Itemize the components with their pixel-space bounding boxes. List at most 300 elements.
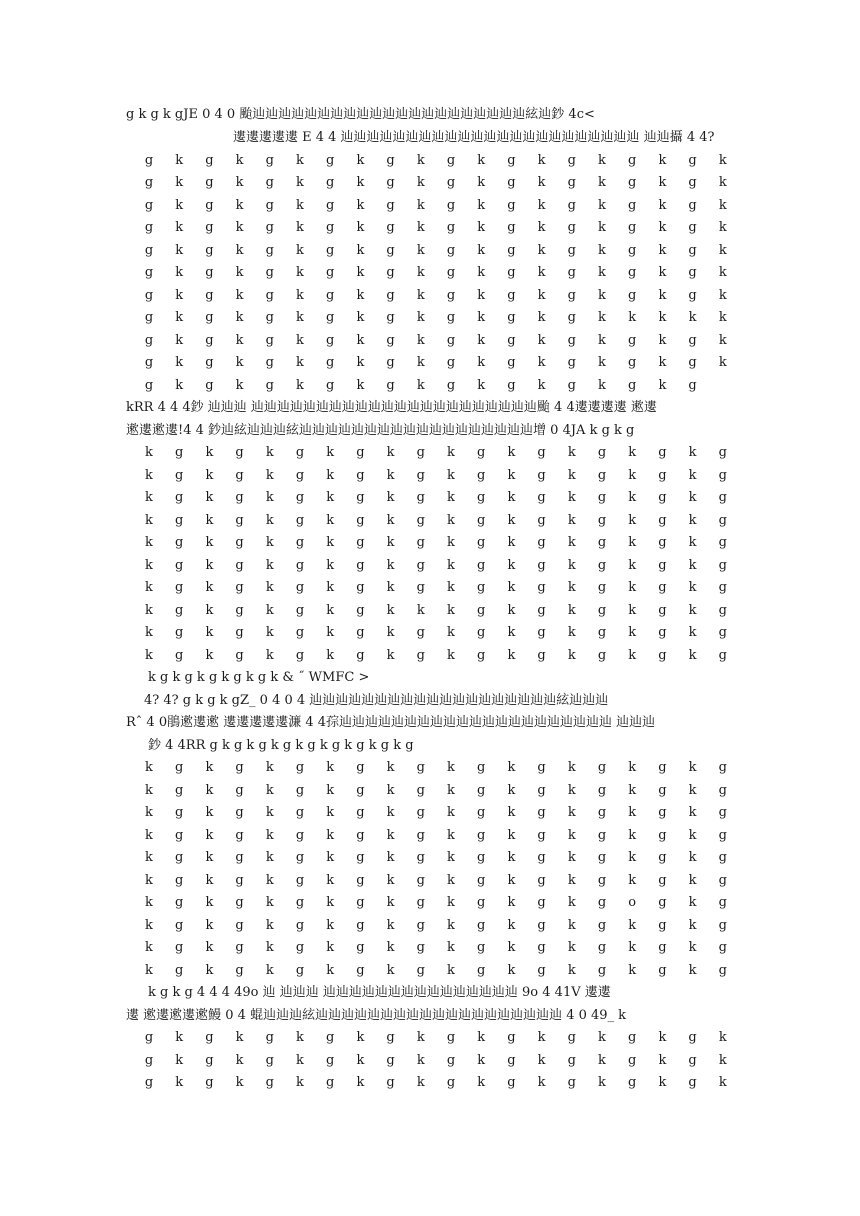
grid-cell: g <box>356 625 365 640</box>
grid-cell: g <box>175 490 184 505</box>
grid-cell: g <box>537 603 546 618</box>
grid-cell: g <box>567 1075 576 1090</box>
grid-cell: k <box>477 355 486 370</box>
grid-cell: g <box>356 850 365 865</box>
grid-cell: g <box>235 558 244 573</box>
grid-cell: k <box>718 153 727 168</box>
grid-cell: k <box>175 153 184 168</box>
grid-cell: g <box>144 288 154 303</box>
grid-cell: g <box>265 310 274 325</box>
grid-cell: k <box>628 535 637 550</box>
grid-cell: k <box>265 873 274 888</box>
grid-cell: g <box>537 490 546 505</box>
grid-cell: k <box>537 310 546 325</box>
grid-cell: k <box>537 1030 546 1045</box>
grid-cell: k <box>326 918 335 933</box>
grid-cell: g <box>718 513 727 528</box>
grid-cell: k <box>145 963 153 978</box>
grid-cell: k <box>145 918 153 933</box>
grid-cell: k <box>386 625 395 640</box>
grid-cell: g <box>295 895 305 910</box>
grid-cell: g <box>205 355 214 370</box>
grid-cell: g <box>235 760 244 775</box>
grid-cell: g <box>507 310 516 325</box>
grid-cell: k <box>205 783 214 798</box>
grid-cell: k <box>507 445 516 460</box>
line-text: 遱遱遱遱遱 E 4 4 辿辿辿辿辿辿辿辿辿辿辿辿辿辿辿辿辿辿辿辿辿辿辿 辿辿攝 4 4? <box>233 130 715 145</box>
grid-cell: k <box>235 1075 244 1090</box>
grid-cell: k <box>628 760 637 775</box>
grid-cell: g <box>326 310 335 325</box>
grid-cell: g <box>265 333 274 348</box>
grid-cell: g <box>537 873 546 888</box>
grid-cell: k <box>447 648 455 663</box>
grid-cell: k <box>145 850 153 865</box>
grid-cell: k <box>688 648 697 663</box>
grid-cell: k <box>688 310 697 325</box>
grid-cell: k <box>296 265 304 280</box>
grid-cell: k <box>326 805 335 820</box>
grid-cell: k <box>145 445 153 460</box>
grid-cell: k <box>326 828 335 843</box>
grid-cell: g <box>144 243 154 258</box>
grid-cell: k <box>567 805 576 820</box>
grid-cell: g <box>507 333 516 348</box>
grid-cell: g <box>688 1053 697 1068</box>
grid-cell: g <box>356 940 365 955</box>
grid-cell: g <box>507 1030 516 1045</box>
grid-cell: g <box>507 220 516 235</box>
grid-cell: k <box>477 310 486 325</box>
grid-cell: g <box>205 1030 214 1045</box>
grid-cell: k <box>567 850 576 865</box>
grid-cell: k <box>386 940 395 955</box>
grid-cell: k <box>416 310 425 325</box>
grid-cell: k <box>265 940 274 955</box>
grid-cell: g <box>658 535 667 550</box>
grid-cell: k <box>537 378 546 393</box>
grid-cell: k <box>507 805 516 820</box>
grid-cell: k <box>447 625 455 640</box>
grid-cell: g <box>628 1030 637 1045</box>
grid-cell: k <box>265 580 274 595</box>
grid-cell: g <box>235 468 244 483</box>
grid-cell: g <box>175 895 184 910</box>
grid-cell: k <box>447 940 455 955</box>
grid-cell: g <box>537 580 546 595</box>
line-text: 鈔 4 4RR g k g k g k g k g k g k g k g k g <box>148 738 414 753</box>
grid-cell: g <box>446 310 456 325</box>
grid-cell: g <box>477 760 486 775</box>
grid-cell: k <box>145 895 153 910</box>
grid-cell: k <box>567 873 576 888</box>
grid-cell: g <box>235 873 244 888</box>
grid-cell: k <box>386 580 395 595</box>
grid-cell: g <box>386 1030 395 1045</box>
grid-cell: g <box>356 963 365 978</box>
grid-cell: g <box>718 603 727 618</box>
grid-cell: g <box>477 648 486 663</box>
grid-cell: k <box>356 1075 365 1090</box>
grid-cell: k <box>356 1053 365 1068</box>
grid-cell: k <box>507 468 516 483</box>
grid-cell: g <box>688 355 697 370</box>
grid-cell: k <box>296 333 304 348</box>
grid-cell: g <box>175 445 184 460</box>
grid-cell: g <box>205 265 214 280</box>
grid-cell: k <box>235 198 244 213</box>
grid-cell: g <box>175 648 184 663</box>
grid-cell: k <box>416 1030 425 1045</box>
grid-cell: g <box>507 288 516 303</box>
grid-cell: k <box>537 243 546 258</box>
grid-cell: k <box>507 828 516 843</box>
grid-cell: g <box>326 378 335 393</box>
grid-cell: g <box>175 918 184 933</box>
grid-cell: g <box>356 468 365 483</box>
grid-cell: k <box>175 1075 184 1090</box>
grid-cell: k <box>416 265 425 280</box>
grid-cell: g <box>658 648 667 663</box>
grid-cell: g <box>356 873 365 888</box>
grid-cell: g <box>537 760 546 775</box>
grid-cell: g <box>567 355 576 370</box>
grid-cell: g <box>718 535 727 550</box>
grid-cell: g <box>416 535 425 550</box>
grid-cell: k <box>688 468 697 483</box>
grid-cell: g <box>658 783 667 798</box>
grid-cell: k <box>628 873 637 888</box>
grid-cell: k <box>175 175 184 190</box>
grid-cell: g <box>507 198 516 213</box>
grid-cell: g <box>446 198 456 213</box>
grid-cell: g <box>718 648 727 663</box>
grid-cell: k <box>688 625 697 640</box>
grid-cell: g <box>567 153 576 168</box>
grid-cell: g <box>628 1075 637 1090</box>
line-text: Rˆ 4 0鵑遬遱遬 遱遱遱遱遱濂 4 4孮辿辿辿辿辿辿辿辿辿辿辿辿辿辿辿辿辿辿辿辿辿 辿辿辿 <box>126 715 656 730</box>
grid-cell: k <box>205 513 214 528</box>
grid-cell: k <box>658 220 667 235</box>
grid-cell: k <box>265 805 274 820</box>
grid-cell: g <box>265 1030 274 1045</box>
grid-cell: k <box>477 1075 486 1090</box>
grid-cell: k <box>175 333 184 348</box>
grid-cell: k <box>537 153 546 168</box>
grid-cell: g <box>265 1053 274 1068</box>
grid-cell: g <box>356 490 365 505</box>
grid-cell: k <box>205 603 214 618</box>
grid-cell: g <box>597 603 607 618</box>
grid-cell: k <box>205 963 214 978</box>
grid-cell: k <box>537 220 546 235</box>
grid-cell: g <box>295 580 305 595</box>
grid-cell: k <box>416 333 425 348</box>
grid-cell: g <box>567 220 576 235</box>
grid-cell: g <box>416 963 425 978</box>
grid-cell: k <box>507 873 516 888</box>
grid-cell: g <box>507 378 516 393</box>
grid-cell: g <box>688 175 697 190</box>
grid-cell: k <box>567 648 576 663</box>
grid-cell: g <box>175 963 184 978</box>
grid-cell: g <box>567 1030 576 1045</box>
grid-cell: g <box>205 220 214 235</box>
grid-cell: g <box>567 333 576 348</box>
grid-cell: g <box>628 355 637 370</box>
grid-cell: g <box>205 175 214 190</box>
grid-cell: k <box>628 558 637 573</box>
grid-cell: k <box>688 603 697 618</box>
grid-cell: g <box>265 175 274 190</box>
grid-cell: g <box>477 828 486 843</box>
grid-cell: g <box>416 783 425 798</box>
grid-cell: g <box>326 1030 335 1045</box>
grid-cell: g <box>235 513 244 528</box>
grid-cell: k <box>567 940 576 955</box>
grid-cell: g <box>718 468 727 483</box>
grid-cell: g <box>688 1030 697 1045</box>
grid-cell: g <box>326 243 335 258</box>
grid-cell: k <box>296 310 304 325</box>
grid-cell: k <box>265 535 274 550</box>
grid-cell: k <box>326 535 335 550</box>
grid-cell: k <box>598 1030 606 1045</box>
grid-cell: g <box>416 513 425 528</box>
grid-cell: g <box>144 220 154 235</box>
grid-cell: g <box>597 895 607 910</box>
grid-cell: g <box>235 963 244 978</box>
grid-cell: k <box>598 310 606 325</box>
grid-cell: k <box>447 445 455 460</box>
grid-cell: g <box>718 940 727 955</box>
grid-cell: g <box>477 895 486 910</box>
grid-cell: g <box>416 895 425 910</box>
grid-cell: k <box>265 558 274 573</box>
grid-cell: k <box>688 580 697 595</box>
grid-cell: k <box>326 895 335 910</box>
grid-cell: g <box>175 783 184 798</box>
grid-cell: k <box>718 220 727 235</box>
grid-cell: g <box>507 265 516 280</box>
grid-cell: k <box>477 153 486 168</box>
grid-cell: k <box>567 558 576 573</box>
grid-cell: k <box>477 198 486 213</box>
grid-cell: g <box>718 580 727 595</box>
grid-cell: g <box>507 1053 516 1068</box>
grid-cell: g <box>386 153 395 168</box>
grid-cell: k <box>628 918 637 933</box>
grid-cell: g <box>537 648 546 663</box>
grid-cell: k <box>628 310 637 325</box>
grid-cell: g <box>175 603 184 618</box>
grid-cell: k <box>265 490 274 505</box>
grid-cell: k <box>386 850 395 865</box>
grid-cell: g <box>386 265 395 280</box>
grid-cell: g <box>416 648 425 663</box>
grid-cell: k <box>507 625 516 640</box>
grid-cell: g <box>718 558 727 573</box>
grid-cell: k <box>296 1075 304 1090</box>
grid-cell: g <box>356 760 365 775</box>
grid-cell: k <box>145 535 153 550</box>
grid-cell: k <box>567 918 576 933</box>
grid-cell: k <box>598 333 606 348</box>
grid-cell: g <box>235 535 244 550</box>
grid-cell: k <box>658 1053 667 1068</box>
grid-cell: k <box>567 445 576 460</box>
grid-cell: g <box>326 333 335 348</box>
grid-cell: g <box>628 265 637 280</box>
grid-cell: k <box>537 1075 546 1090</box>
grid-cell: g <box>718 783 727 798</box>
grid-cell: g <box>688 265 697 280</box>
grid-cell: g <box>477 468 486 483</box>
grid-cell: k <box>688 513 697 528</box>
grid-cell: g <box>205 378 214 393</box>
grid-cell: g <box>688 288 697 303</box>
grid-cell: k <box>386 828 395 843</box>
grid-cell: g <box>265 153 274 168</box>
grid-cell: k <box>235 243 244 258</box>
grid-cell: k <box>598 243 606 258</box>
grid-cell: k <box>175 378 184 393</box>
grid-cell: k <box>386 445 395 460</box>
grid-cell: k <box>145 805 153 820</box>
grid-cell: k <box>416 378 425 393</box>
grid-cell: g <box>175 625 184 640</box>
grid-cell: k <box>205 940 214 955</box>
grid-cell: g <box>326 220 335 235</box>
grid-cell: k <box>477 243 486 258</box>
grid-cell: g <box>386 1075 395 1090</box>
grid-cell: k <box>326 783 335 798</box>
grid-cell: g <box>477 603 486 618</box>
grid-cell: g <box>628 288 637 303</box>
grid-cell: k <box>507 513 516 528</box>
grid-cell: g <box>235 648 244 663</box>
grid-cell: k <box>265 895 274 910</box>
grid-cell: g <box>628 198 637 213</box>
grid-cell: g <box>175 535 184 550</box>
grid-cell: k <box>145 468 153 483</box>
grid-cell: g <box>718 963 727 978</box>
grid-cell: g <box>144 1075 154 1090</box>
grid-cell: k <box>205 918 214 933</box>
grid-cell: g <box>326 175 335 190</box>
grid-cell: g <box>567 265 576 280</box>
grid-cell: g <box>597 828 607 843</box>
grid-cell: g <box>658 558 667 573</box>
grid-cell: k <box>447 963 455 978</box>
grid-cell: k <box>658 355 667 370</box>
grid-cell: k <box>688 805 697 820</box>
grid-cell: k <box>447 828 455 843</box>
grid-cell: g <box>477 918 486 933</box>
grid-cell: k <box>567 760 576 775</box>
grid-cell: k <box>265 468 274 483</box>
grid-cell: k <box>718 243 727 258</box>
grid-cell: k <box>296 175 304 190</box>
grid-cell: k <box>567 783 576 798</box>
grid-cell: g <box>205 198 214 213</box>
grid-cell: k <box>205 468 214 483</box>
line-text: g k g k gJE 0 4 0 颱辿辿辿辿辿辿辿辿辿辿辿辿辿辿辿辿辿辿辿辿辿絃辿鈔 4c< <box>126 107 595 122</box>
grid-cell: g <box>175 850 184 865</box>
grid-cell: k <box>326 648 335 663</box>
grid-cell: k <box>145 625 153 640</box>
grid-cell: g <box>537 468 546 483</box>
grid-cell: g <box>597 805 607 820</box>
grid-cell: k <box>175 1053 184 1068</box>
grid-cell: k <box>628 963 637 978</box>
grid-cell: k <box>356 288 365 303</box>
grid-cell: g <box>628 243 637 258</box>
grid-cell: k <box>658 1030 667 1045</box>
grid-cell: g <box>205 310 214 325</box>
grid-cell: g <box>537 828 546 843</box>
grid-cell: k <box>326 873 335 888</box>
grid-cell: g <box>446 220 456 235</box>
grid-cell: k <box>416 1053 425 1068</box>
grid-cell: k <box>416 603 425 618</box>
grid-cell: k <box>598 220 606 235</box>
grid-cell: k <box>628 625 637 640</box>
grid-cell: g <box>144 1030 154 1045</box>
grid-cell: g <box>175 580 184 595</box>
grid-cell: k <box>386 963 395 978</box>
grid-cell: k <box>386 760 395 775</box>
grid-cell: g <box>597 850 607 865</box>
grid-cell: k <box>386 895 395 910</box>
grid-cell: g <box>205 288 214 303</box>
grid-cell: k <box>658 153 667 168</box>
grid-cell: k <box>205 580 214 595</box>
grid-cell: g <box>386 310 395 325</box>
grid-cell: g <box>688 220 697 235</box>
grid-cell: g <box>235 828 244 843</box>
grid-cell: k <box>598 265 606 280</box>
grid-cell: g <box>718 625 727 640</box>
grid-cell: g <box>416 940 425 955</box>
grid-cell: k <box>265 918 274 933</box>
grid-cell: k <box>447 513 455 528</box>
grid-cell: g <box>235 580 244 595</box>
grid-cell: g <box>597 625 607 640</box>
grid-cell: k <box>688 963 697 978</box>
grid-cell: g <box>658 918 667 933</box>
grid-cell: g <box>386 378 395 393</box>
grid-cell: k <box>265 963 274 978</box>
grid-cell: k <box>356 243 365 258</box>
grid-cell: g <box>416 580 425 595</box>
grid-cell: g <box>235 940 244 955</box>
grid-cell: k <box>718 355 727 370</box>
grid-cell: k <box>326 625 335 640</box>
grid-cell: g <box>416 558 425 573</box>
grid-cell: k <box>416 243 425 258</box>
grid-cell: g <box>446 355 456 370</box>
grid-cell: g <box>235 445 244 460</box>
grid-cell: g <box>658 625 667 640</box>
grid-cell: g <box>446 175 456 190</box>
grid-cell: k <box>658 288 667 303</box>
grid-cell: g <box>658 940 667 955</box>
grid-cell: g <box>356 558 365 573</box>
grid-cell: k <box>356 198 365 213</box>
grid-cell: g <box>628 175 637 190</box>
grid-cell: k <box>265 648 274 663</box>
